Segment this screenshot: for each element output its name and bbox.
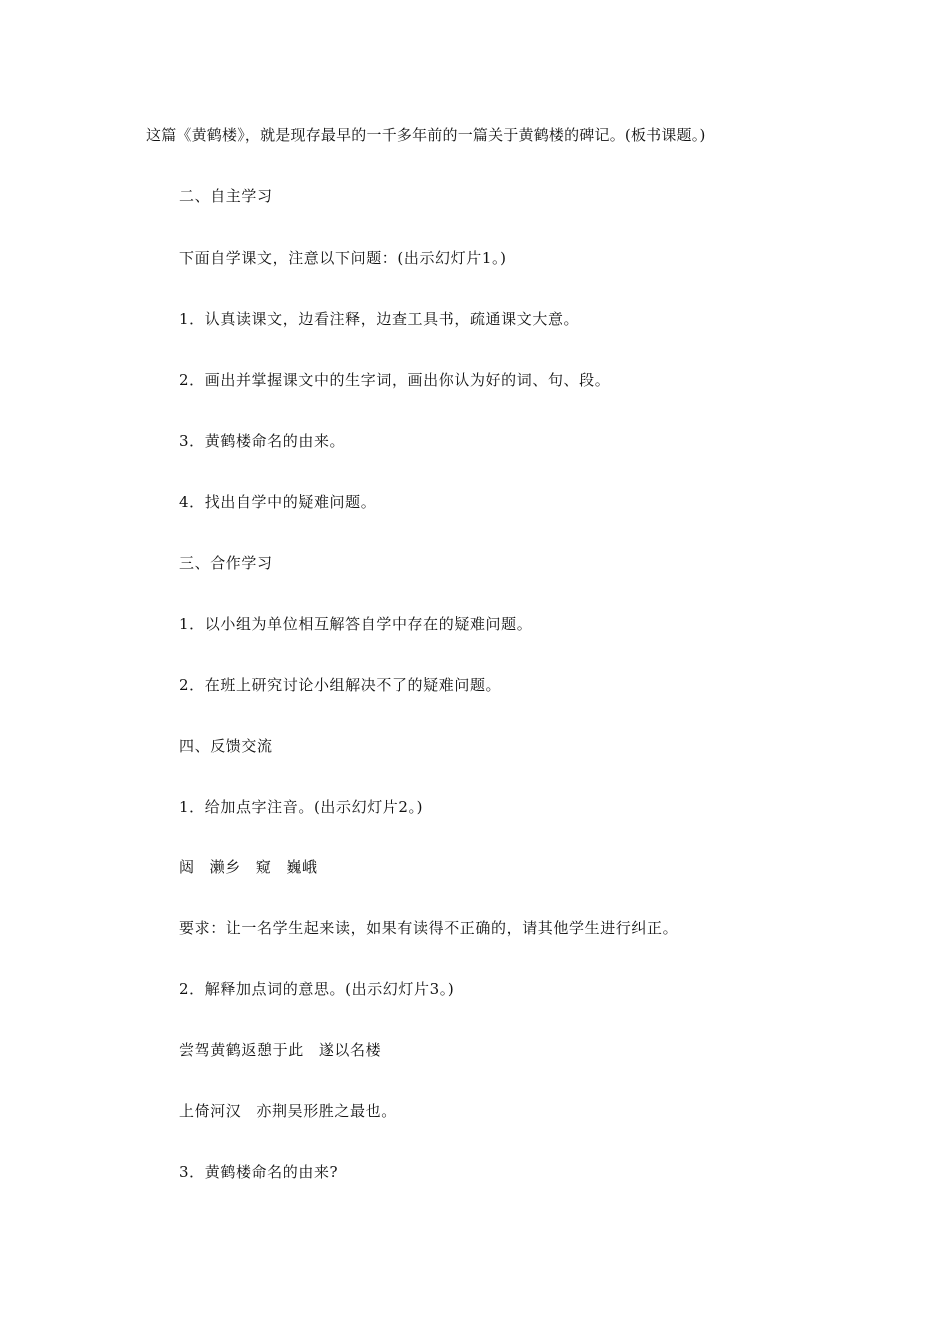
section-heading-self-study: 二、自主学习 [179,187,273,205]
cooperative-item-2: 2．在班上研究讨论小组解决不了的疑难问题。 [179,676,502,694]
self-study-item-2: 2．画出并掌握课文中的生字词，画出你认为好的词、句、段。 [179,371,611,389]
phrase: 尝驾黄鹤返憩于此 [179,1041,304,1059]
phrase: 遂以名楼 [318,1041,382,1059]
phrase: 亦荆吴形胜之最也。 [256,1102,397,1120]
phrase-line-1 [179,1040,381,1060]
word: 闼 [179,858,195,876]
section-heading-cooperative-study: 三、合作学习 [179,554,273,572]
section-heading-feedback: 四、反馈交流 [179,737,273,755]
self-study-item-1: 1．认真读课文，边看注释，边查工具书，疏通课文大意。 [179,310,580,328]
word: 濑乡 [209,858,241,876]
self-study-item-3: 3．黄鹤楼命名的由来。 [179,432,346,450]
phrase: 上倚河汉 [179,1102,242,1120]
phrase-line-2 [179,1101,397,1121]
feedback-item-2: 2．解释加点词的意思。(出示幻灯片3。) [179,980,455,998]
intro-paragraph: 这篇《黄鹤楼》，就是现存最早的一千多年前的一篇关于黄鹤楼的碑记。(板书课题。) [146,126,706,144]
self-study-item-4: 4．找出自学中的疑难问题。 [179,493,377,511]
feedback-requirement: 要求：让一名学生起来读，如果有读得不正确的，请其他学生进行纠正。 [179,919,679,937]
self-study-instruction: 下面自学课文，注意以下问题：(出示幻灯片1。) [179,249,507,267]
word: 巍峨 [286,858,318,876]
pronunciation-words [179,857,318,877]
feedback-item-3: 3．黄鹤楼命名的由来? [179,1163,339,1181]
feedback-item-1: 1．给加点字注音。(出示幻灯片2。) [179,798,424,816]
word: 窥 [255,858,272,876]
cooperative-item-1: 1．以小组为单位相互解答自学中存在的疑难问题。 [179,615,533,633]
